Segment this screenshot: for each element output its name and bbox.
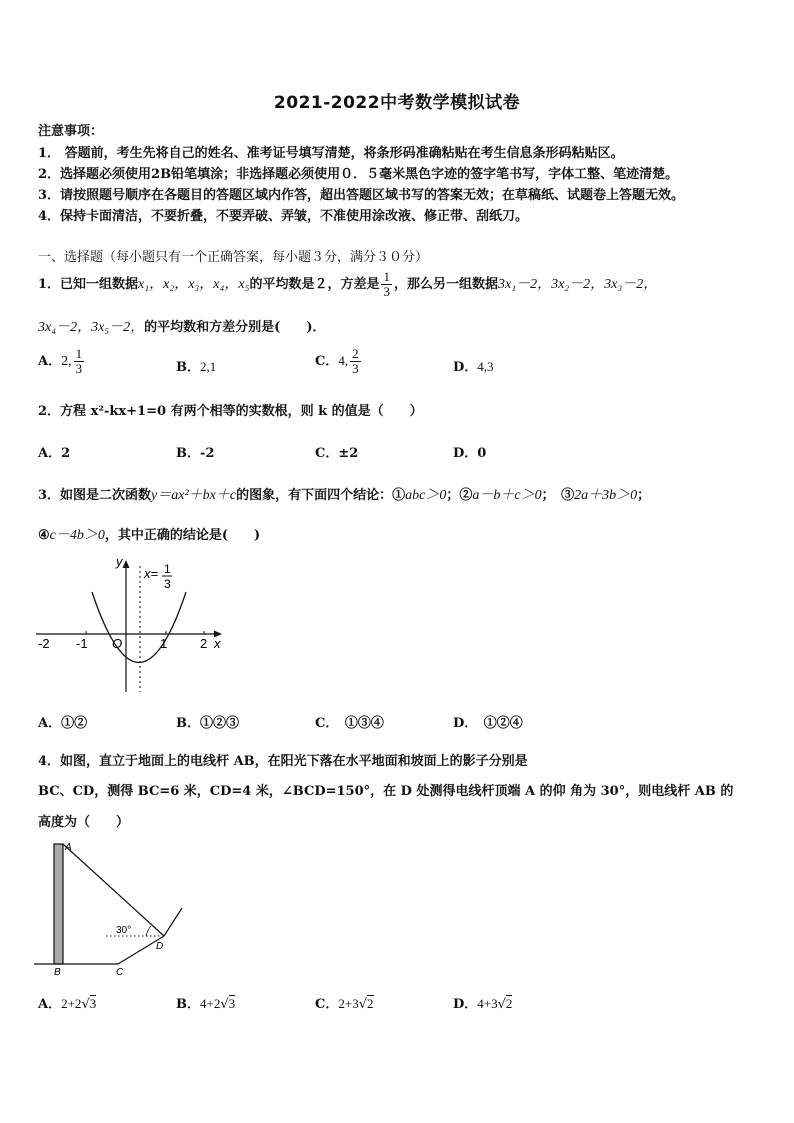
notice-item: 3．请按照题号顺序在各题目的答题区域内作答，超出答题区域书写的答案无效；在草稿纸、试题卷上答题无效。 [38, 188, 685, 203]
point-b-label: B [54, 967, 61, 978]
y-axis-arrow [123, 560, 130, 568]
option-label: D． [453, 360, 478, 375]
paper-title: 2021-2022中考数学模拟试卷 [273, 93, 521, 113]
fraction-denominator: 3 [383, 284, 390, 299]
q1-prefix: 1．已知一组数据 [38, 277, 139, 292]
sqrt-icon: √ [497, 997, 506, 1012]
tick-label: -1 [76, 636, 88, 651]
option-label: D． [453, 997, 478, 1012]
radicand: 2 [505, 996, 513, 1011]
option-value: 4+3 [477, 996, 498, 1011]
option-fraction [74, 347, 85, 376]
notice-item: 2．选择题必须使用2B铅笔填涂；非选择题必须使用０．５毫米黑色字迹的签字笔书写，字体工整、笔迹清楚。 [38, 167, 679, 182]
symmetry-label: x= [144, 566, 159, 581]
notice-heading: 注意事项： [38, 124, 104, 139]
question-1-line-2 [38, 316, 325, 336]
pole-shadow-figure [30, 838, 190, 980]
q4-option-b[interactable] [176, 993, 235, 1012]
q4-option-d[interactable] [453, 993, 512, 1012]
tick-label: 1 [160, 636, 168, 651]
point-c-label: C [116, 967, 124, 978]
option-value: 2, [61, 354, 72, 369]
question-4-line-3: 高度为（ ） [38, 815, 130, 830]
fraction-denominator: 3 [352, 361, 359, 376]
q3-option-a[interactable]: A．①② [38, 716, 88, 731]
q3-text: ； [637, 488, 651, 503]
option-label: A． [38, 354, 62, 369]
q3-conclusion-1: abc＞0 [405, 488, 447, 503]
parabola-curve [92, 592, 186, 663]
sun-ray [63, 844, 164, 936]
option-label: C． [315, 997, 339, 1012]
q2-option-a[interactable]: A．2 [38, 446, 71, 461]
q3-text: ； ③ [541, 488, 575, 503]
q3-text: ，其中正确的结论是( ) [104, 528, 261, 543]
q3-option-c[interactable]: C． ①③④ [315, 716, 384, 731]
sqrt-icon: √ [81, 997, 90, 1012]
question-4-line-1: 4．如图，直立于地面上的电线杆 AB，在阳光下落在水平地面和坡面上的影子分别是 [38, 754, 528, 769]
point-d-label: D [156, 941, 164, 952]
option-value: 2,1 [200, 359, 217, 374]
q4-option-c[interactable] [315, 993, 374, 1012]
option-value: 2+3 [338, 996, 359, 1011]
q1-suffix: 的平均数和方差分别是( )． [144, 320, 326, 335]
fraction-denominator: 3 [75, 361, 83, 376]
x-axis-label: x [214, 636, 221, 651]
section-heading: 一、选择题（每小题只有一个正确答案，每小题３分，满分３０分） [38, 250, 429, 265]
q1-mid2: ，那么另一组数据 [393, 277, 498, 292]
q3-text: ④ [38, 528, 50, 543]
parabola-graph [30, 552, 230, 702]
option-value: 4,3 [477, 359, 494, 374]
option-value: 4, [338, 353, 349, 368]
sqrt-icon: √ [358, 997, 367, 1012]
fraction-numerator: 1 [75, 346, 83, 361]
q1-variance-fraction [381, 270, 392, 299]
q1-option-d[interactable] [453, 356, 494, 375]
option-label: B． [176, 360, 200, 375]
q1-new-data-2: 3x₄－2，3x₅－2， [38, 320, 145, 335]
q1-new-data-1: 3x₁－2，3x₂－2，3x₃－2， [497, 277, 658, 292]
slope-line-upper [164, 908, 182, 936]
q1-data-list: x₁，x₂，x₃，x₄，x₅ [138, 277, 250, 292]
fraction-numerator: 1 [383, 269, 390, 284]
q3-function: y＝ax²＋bx＋c [151, 488, 237, 503]
q3-text: 3．如图是二次函数 [38, 488, 152, 503]
option-label: C． [315, 354, 339, 369]
q3-conclusion-4: c－4b＞0 [49, 528, 105, 543]
tick-label: 2 [200, 636, 208, 651]
question-1-line-1 [38, 270, 657, 299]
q3-conclusion-3: 2a＋3b＞0 [574, 488, 638, 503]
option-label: B． [176, 997, 200, 1012]
q2-option-b[interactable]: B．-2 [176, 446, 215, 461]
q3-text: ；② [446, 488, 473, 503]
q2-option-c[interactable]: C．±2 [315, 446, 359, 461]
radicand: 3 [228, 996, 236, 1011]
radicand: 3 [89, 996, 97, 1011]
option-value: 4+2 [200, 996, 221, 1011]
q1-option-c[interactable] [315, 347, 363, 376]
question-2-stem: 2．方程 x²-kx+1=0 有两个相等的实数根，则 k 的值是（ ） [38, 404, 423, 419]
q1-option-b[interactable] [176, 356, 216, 375]
q1-mid: 的平均数是２，方差是 [249, 277, 380, 292]
notice-item: 1． 答题前，考生先将自己的姓名、准考证号填写清楚，将条形码准确粘贴在考生信息条形码粘贴区。 [38, 146, 624, 161]
q3-option-b[interactable]: B．①②③ [176, 716, 239, 731]
option-value: 2+2 [61, 996, 82, 1011]
fraction-numerator: 2 [352, 346, 359, 361]
point-a-label: A [65, 842, 72, 853]
question-3-line-1 [38, 484, 650, 504]
option-fraction [350, 347, 361, 376]
sqrt-icon: √ [220, 997, 229, 1012]
symmetry-numerator: 1 [164, 562, 171, 576]
angle-label: 30° [116, 925, 132, 936]
question-4-line-2: BC、CD，测得 BC=6 米，CD=4 米，∠BCD=150°，在 D 处测得电线杆顶端 A 的仰 角为 30°，则电线杆 AB 的 [38, 784, 734, 799]
option-label: A． [38, 997, 62, 1012]
symmetry-denominator: 3 [164, 577, 171, 591]
tick-label: -2 [38, 636, 50, 651]
radicand: 2 [367, 996, 374, 1011]
q2-option-d[interactable]: D．0 [453, 446, 487, 461]
angle-arc [146, 926, 151, 936]
q1-option-a[interactable] [38, 347, 86, 376]
q3-option-d[interactable]: D． ①②④ [453, 716, 523, 731]
q3-conclusion-2: a－b＋c＞0 [472, 488, 542, 503]
q3-text: 的图象，有下面四个结论：① [236, 488, 406, 503]
q4-option-a[interactable] [38, 993, 96, 1012]
notice-item: 4．保持卡面清洁，不要折叠，不要弄破、弄皱，不准使用涂改液、修正带、刮纸刀。 [38, 209, 529, 224]
question-3-line-2 [38, 524, 260, 544]
y-axis-label: y [116, 554, 123, 569]
electric-pole [54, 844, 63, 964]
origin-label: O [112, 636, 123, 651]
